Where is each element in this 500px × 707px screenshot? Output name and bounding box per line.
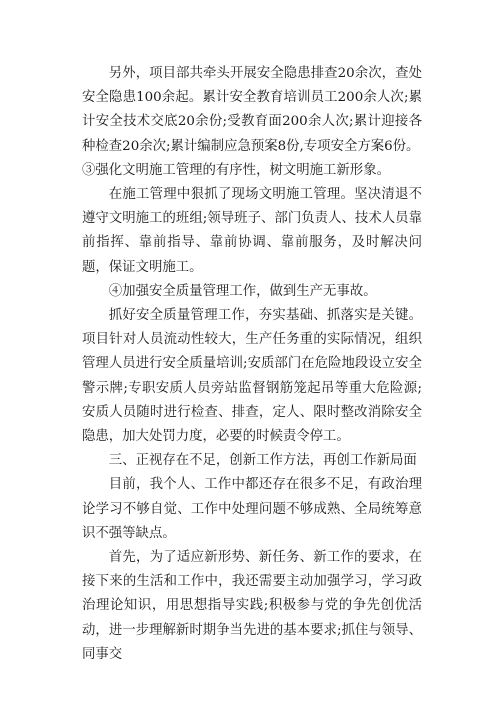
paragraph-safety-stats: 另外，项目部共牵头开展安全隐患排查20余次，查处安全隐患100余起。累计安全教育培训员工200余人次;累计安全技术交底20余份;受教育面200余人次;累计迎接各种检查20余次;累计编制应急预案8份,专项安全方案6份。 xyxy=(82,66,422,154)
section-heading-three: 三、正视存在不足，创新工作方法，再创工作新局面 xyxy=(108,453,417,469)
paragraph-shortcomings: 目前，我个人、工作中都还存在很多不足，有政治理论学习不够自觉、工作中处理问题不够成熟、全局统筹意识不强等缺点。 xyxy=(82,477,422,541)
document-body xyxy=(82,62,422,667)
paragraph-first-step: 首先，为了适应新形势、新任务、新工作的要求，在接下来的生活和工作中，我还需要主动加强学习，学习政治理论知识，用思想指导实践;积极参与党的争先创优活动，进一步理解新时期争当先进的基本要求;抓住与领导、同事交 xyxy=(82,550,422,662)
heading-civilized-construction: ③强化文明施工管理的有序性，树文明施工新形象。 xyxy=(82,162,390,178)
heading-safety-quality: ④加强安全质量管理工作，做到生产无事故。 xyxy=(108,283,377,299)
paragraph-safety-quality-work: 抓好安全质量管理工作，夯实基础、抓落实是关键。项目针对人员流动性较大，生产任务重的实际情况，组织管理人员进行安全质量培训;安质部门在危险地段设立安全警示牌;专职安质人员旁站监督钢筋笼起吊等重大危险源;安质人员随时进行检查、排查，定人、限时整改消除安全隐患，加大处罚力度，必要的时候责令停工。 xyxy=(82,308,422,445)
paragraph-site-management: 在施工管理中狠抓了现场文明施工管理。坚决清退不遵守文明施工的班组;领导班子、部门负责人、技术人员靠前指挥、靠前指导、靠前协调、靠前服务，及时解决问题，保证文明施工。 xyxy=(82,187,422,275)
